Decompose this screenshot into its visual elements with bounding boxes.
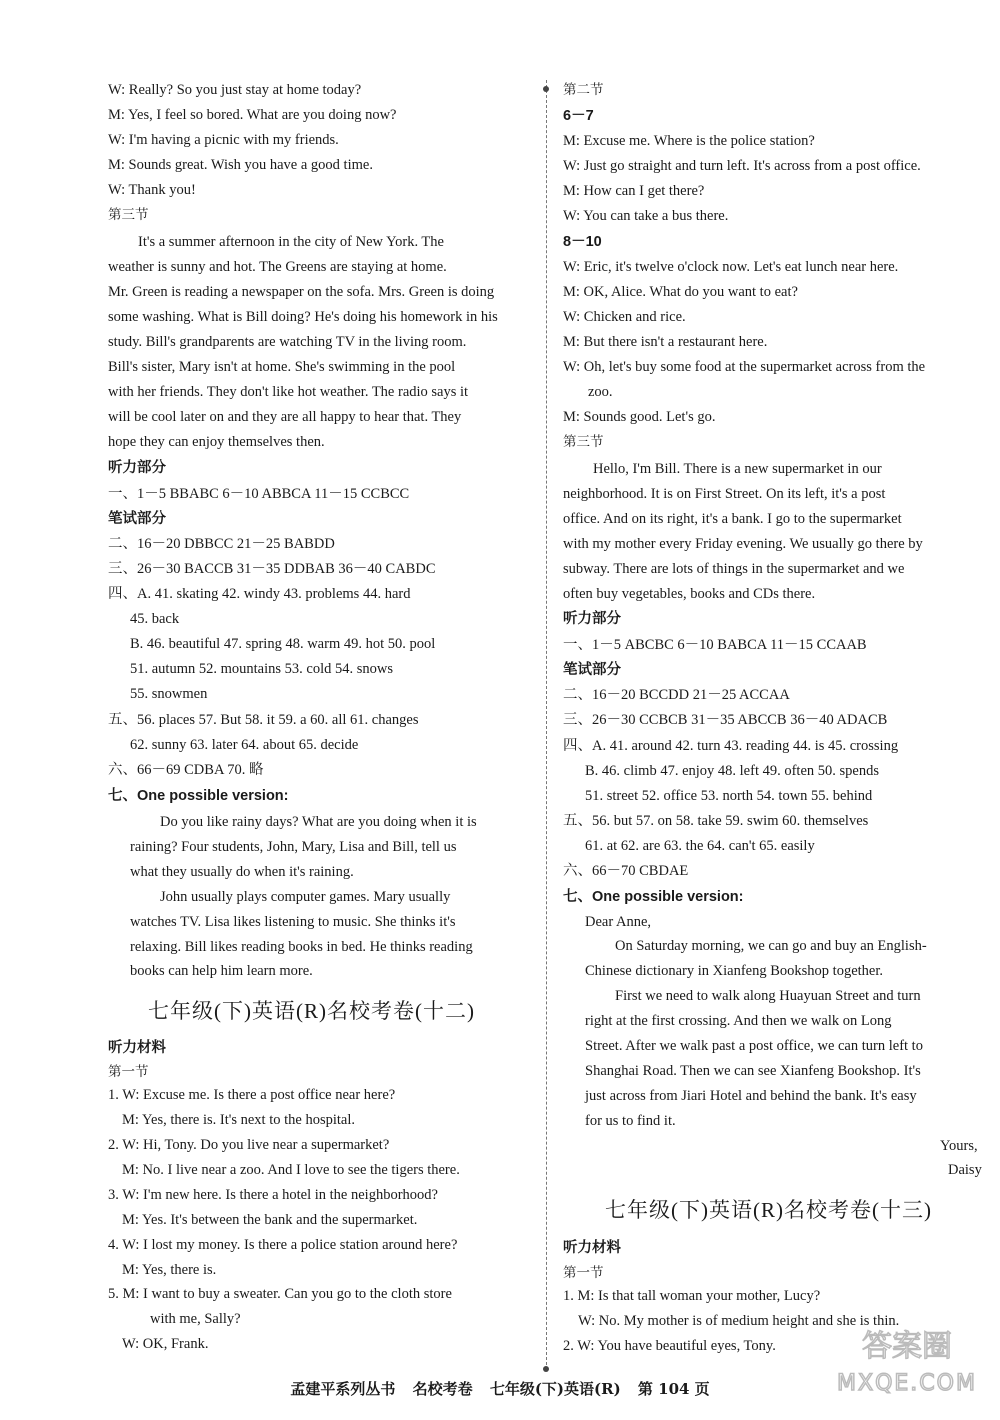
text-line: 二、16－20 DBBCC 21－25 BABDD [108,536,335,552]
text-line: Bill's sister, Mary isn't at home. She's swimming in the pool [108,359,456,375]
text-line: just across from Jiari Hotel and behind the bank. It's easy [585,1088,917,1104]
text-line: hope they can enjoy themselves then. [108,434,325,450]
text-line: Yours, [940,1138,978,1154]
text-line: It's a summer afternoon in the city of New York. The [138,234,444,250]
text-line: M: Yes. It's between the bank and the supermarket. [122,1212,418,1228]
text-line: Shanghai Road. Then we can see Xianfeng Bookshop. It's [585,1063,921,1079]
text-line: 51. autumn 52. mountains 53. cold 54. snows [130,661,394,677]
text-line: some washing. What is Bill doing? He's doing his homework in his [108,309,498,325]
text-line: W: You can take a bus there. [563,208,729,224]
footer-grade: 七年级(下)英语(R) [489,1380,621,1398]
section-label: 七、One possible version: [563,889,744,905]
text-line: will be cool later on and they are all happy to hear that. They [108,409,462,425]
text-line: weather is sunny and hot. The Greens are staying at home. [108,259,447,275]
subsection-label: 第一节 [108,1064,149,1079]
text-line: 一、1－5 BBABC 6－10 ABBCA 11－15 CCBCC [108,486,410,502]
section-label: 听力材料 [108,1040,166,1056]
text-line: M: But there isn't a restaurant here. [563,334,768,350]
footer-series: 孟建平系列丛书 [290,1380,396,1398]
text-line: 三、26－30 CCBCB 31－35 ABCCB 36－40 ADACB [563,712,888,728]
text-line: 2. W: You have beautiful eyes, Tony. [563,1338,776,1354]
text-line: W: Thank you! [108,182,196,198]
text-line: Street. After we walk past a post office, we can turn left to [585,1038,923,1054]
subsection-label: 第一节 [563,1265,604,1280]
text-line: Mr. Green is reading a newspaper on the sofa. Mrs. Green is doing [108,284,495,300]
text-line: 5. M: I want to buy a sweater. Can you go to the cloth store [108,1286,452,1302]
text-line: 六、66－70 CBDAE [563,863,689,879]
text-line: 1. M: Is that tall woman your mother, Lucy? [563,1288,821,1304]
text-line: 二、16－20 BCCDD 21－25 ACCAA [563,687,790,703]
section-label: 笔试部分 [563,662,621,678]
text-line: 1. W: Excuse me. Is there a post office near here? [108,1087,396,1103]
text-line: M: OK, Alice. What do you want to eat? [563,284,798,300]
text-line: First we need to walk along Huayuan Street and turn [615,988,921,1004]
text-line: neighborhood. It is on First Street. On its left, it's a post [563,486,886,502]
text-line: W: I'm having a picnic with my friends. [108,132,339,148]
text-line: zoo. [588,384,613,400]
text-line: study. Bill's grandparents are watching TV in the living room. [108,334,467,350]
subsection-label: 第三节 [108,207,149,222]
subsection-label: 第三节 [563,434,604,449]
text-line: W: Chicken and rice. [563,309,686,325]
section-label: 七、One possible version: [108,788,289,804]
text-line: Dear Anne, [585,914,652,930]
text-line: 六、66－69 CDBA 70. 略 [108,762,264,778]
text-line: often buy vegetables, books and CDs there. [563,586,816,602]
footer-page-number: 第 104 页 [637,1380,710,1398]
text-line: books can help him learn more. [130,963,313,979]
text-line: for us to find it. [585,1113,676,1129]
watermark-logo [832,1318,982,1398]
section-label: 听力部分 [563,611,621,627]
text-line: 4. W: I lost my money. Is there a police station around here? [108,1237,458,1253]
svg-text:MXQE.COM: MXQE.COM [837,1371,977,1396]
text-line: M: Yes, I feel so bored. What are you doing now? [108,107,397,123]
section-label: 笔试部分 [108,511,166,527]
text-line: 62. sunny 63. later 64. about 65. decide [130,737,359,753]
text-line: W: OK, Frank. [122,1336,209,1352]
section-heading-13: 七年级(下)英语(R)名校考卷(十三) [605,1198,932,1222]
text-line: B. 46. beautiful 47. spring 48. warm 49. hot 50. pool [130,636,436,652]
text-line: 一、1－5 ABCBC 6－10 BABCA 11－15 CCAAB [563,637,867,653]
text-line: W: Eric, it's twelve o'clock now. Let's eat lunch near here. [563,259,899,275]
footer-book: 名校考卷 [412,1380,473,1398]
text-line: watches TV. Lisa likes listening to music. She thinks it's [130,914,456,930]
section-label: 听力材料 [563,1240,621,1256]
text-line: M: Excuse me. Where is the police station? [563,133,815,149]
text-line: 四、A. 41. around 42. turn 43. reading 44. is 45. crossing [563,738,899,754]
text-line: with her friends. They don't like hot weather. The radio says it [108,384,469,400]
column-divider [546,80,547,1370]
text-line: M: Sounds good. Let's go. [563,409,716,425]
text-line: W: Oh, let's buy some food at the supermarket across from the [563,359,926,375]
subsection-label: 第二节 [563,82,604,97]
text-line: with my mother every Friday evening. We usually go there by [563,536,923,552]
text-line: John usually plays computer games. Mary usually [160,889,451,905]
section-label: 6－7 [563,108,594,124]
text-line: M: No. I live near a zoo. And I love to see the tigers there. [122,1162,460,1178]
text-line: 3. W: I'm new here. Is there a hotel in the neighborhood? [108,1187,438,1203]
text-line: M: Yes, there is. [122,1262,217,1278]
text-line: Do you like rainy days? What are you doing when it is [160,814,477,830]
text-line: what they usually do when it's raining. [130,864,354,880]
section-heading-12: 七年级(下)英语(R)名校考卷(十二) [148,999,475,1023]
text-line: Daisy [948,1162,982,1178]
text-line: On Saturday morning, we can go and buy an English- [615,938,927,954]
text-line: Hello, I'm Bill. There is a new supermarket in our [593,461,882,477]
text-line: 五、56. but 57. on 58. take 59. swim 60. themselves [563,813,869,829]
text-line: 61. at 62. are 63. the 64. can't 65. easily [585,838,815,854]
text-line: W: No. My mother is of medium height and she is thin. [578,1313,900,1329]
text-line: 2. W: Hi, Tony. Do you live near a supermarket? [108,1137,390,1153]
text-line: 51. street 52. office 53. north 54. town 55. behind [585,788,873,804]
text-line: W: Really? So you just stay at home today? [108,82,362,98]
text-line: M: How can I get there? [563,183,705,199]
text-line: 三、26－30 BACCB 31－35 DDBAB 36－40 CABDC [108,561,436,577]
text-line: with me, Sally? [150,1311,241,1327]
text-line: 55. snowmen [130,686,208,702]
text-line: M: Sounds great. Wish you have a good time. [108,157,373,173]
text-line: relaxing. Bill likes reading books in bed. He thinks reading [130,939,473,955]
section-label: 8－10 [563,234,602,250]
section-label: 听力部分 [108,460,166,476]
text-line: Chinese dictionary in Xianfeng Bookshop together. [585,963,884,979]
svg-text:答案圈: 答案圈 [862,1329,952,1364]
text-line: subway. There are lots of things in the supermarket and we [563,561,905,577]
divider-dot [543,86,549,92]
text-line: W: Just go straight and turn left. It's across from a post office. [563,158,921,174]
text-line: right at the first crossing. And then we walk on Long [585,1013,892,1029]
text-line: M: Yes, there is. It's next to the hospital. [122,1112,355,1128]
text-line: B. 46. climb 47. enjoy 48. left 49. often 50. spends [585,763,879,779]
text-line: raining? Four students, John, Mary, Lisa and Bill, tell us [130,839,457,855]
divider-dot [543,1366,549,1372]
text-line: 四、A. 41. skating 42. windy 43. problems 44. hard [108,586,411,602]
text-line: 45. back [130,611,180,627]
text-line: 五、56. places 57. But 58. it 59. a 60. all 61. changes [108,712,419,728]
text-line: office. And on its right, it's a bank. I go to the supermarket [563,511,902,527]
